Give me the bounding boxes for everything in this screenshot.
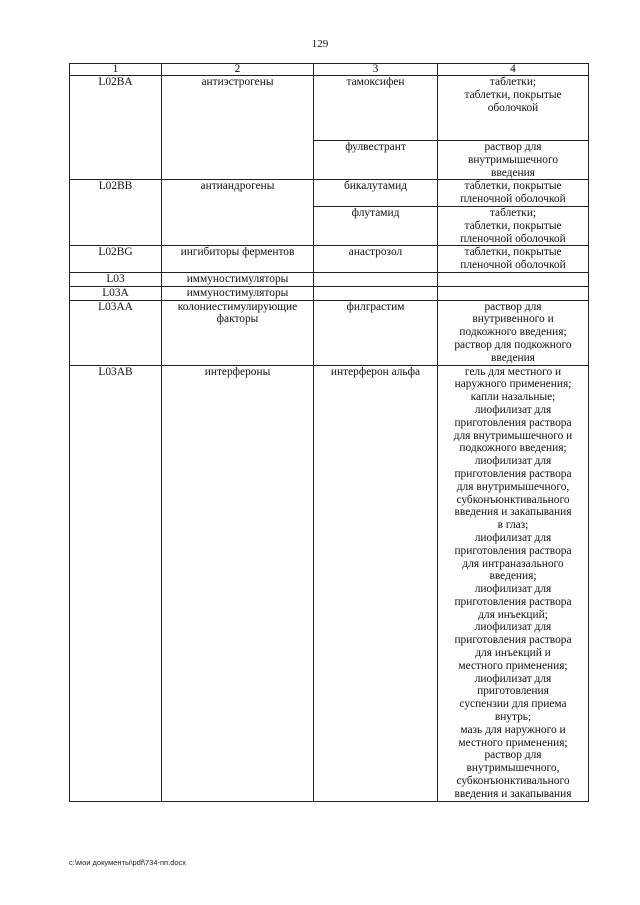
table-row <box>70 286 589 300</box>
atc-code: L02BG <box>70 246 162 273</box>
table-row <box>70 180 589 207</box>
dosage-form: таблетки; таблетки, покрытые пленочной оболочкой <box>438 206 589 245</box>
atc-code: L03 <box>70 272 162 286</box>
drug-name <box>314 286 438 300</box>
drug-name: филграстим <box>314 300 438 365</box>
group-name: антиэстрогены <box>162 76 314 180</box>
dosage-form: таблетки; таблетки, покрытые оболочкой <box>438 76 589 141</box>
group-name: иммуностимуляторы <box>162 272 314 286</box>
column-header: 1 <box>70 64 162 76</box>
group-name: колониестимулирующие факторы <box>162 300 314 365</box>
atc-code: L03AB <box>70 365 162 801</box>
atc-code: L02BA <box>70 76 162 180</box>
group-name: антиандрогены <box>162 180 314 246</box>
drug-name: анастрозол <box>314 246 438 273</box>
table-header-row <box>70 64 589 76</box>
dosage-form: раствор для внутривенного и подкожного введения; раствор для подкожного введения <box>438 300 589 365</box>
column-header: 2 <box>162 64 314 76</box>
dosage-form <box>438 272 589 286</box>
atc-code: L03AA <box>70 300 162 365</box>
dosage-form: таблетки, покрытые пленочной оболочкой <box>438 180 589 207</box>
column-header: 4 <box>438 64 589 76</box>
group-name: интерфероны <box>162 365 314 801</box>
table-row <box>70 76 589 141</box>
drug-name: бикалутамид <box>314 180 438 207</box>
dosage-form: раствор для внутримышечного введения <box>438 141 589 180</box>
drug-name: фулвестрант <box>314 141 438 180</box>
drug-name: тамоксифен <box>314 76 438 141</box>
drug-table <box>69 63 589 802</box>
table-row <box>70 365 589 801</box>
atc-code: L02BB <box>70 180 162 246</box>
table-row <box>70 300 589 365</box>
table-row <box>70 246 589 273</box>
page-number: 129 <box>311 38 329 50</box>
dosage-form: таблетки, покрытые пленочной оболочкой <box>438 246 589 273</box>
drug-name <box>314 272 438 286</box>
group-name: ингибиторы ферментов <box>162 246 314 273</box>
group-name: иммуностимуляторы <box>162 286 314 300</box>
drug-name: флутамид <box>314 206 438 245</box>
atc-code: L03A <box>70 286 162 300</box>
dosage-form <box>438 286 589 300</box>
column-header: 3 <box>314 64 438 76</box>
drug-name: интерферон альфа <box>314 365 438 801</box>
dosage-form: гель для местного и наружного применения; капли назальные; лиофилизат для приготовления раствора для внутримышечного и подкожного введения; лиофилизат для приготовления раствора для внутримышечного, субконъюнктивального введения и закапывания в глаз; лиофилизат для приготовления раствора для интраназального введения; лиофилизат для приготовления раствора для инъекций; лиофилизат для приготовления раствора для инъекций и местного применения; лиофилизат для приготовления суспензии для приема внутрь; мазь для наружного и местного применения; раствор для внутримышечного, субконъюнктивального введения и закапывания <box>438 365 589 801</box>
footer-file-path: c:\мои документы\pdf\734-пп.docx <box>69 858 187 867</box>
table-row <box>70 272 589 286</box>
